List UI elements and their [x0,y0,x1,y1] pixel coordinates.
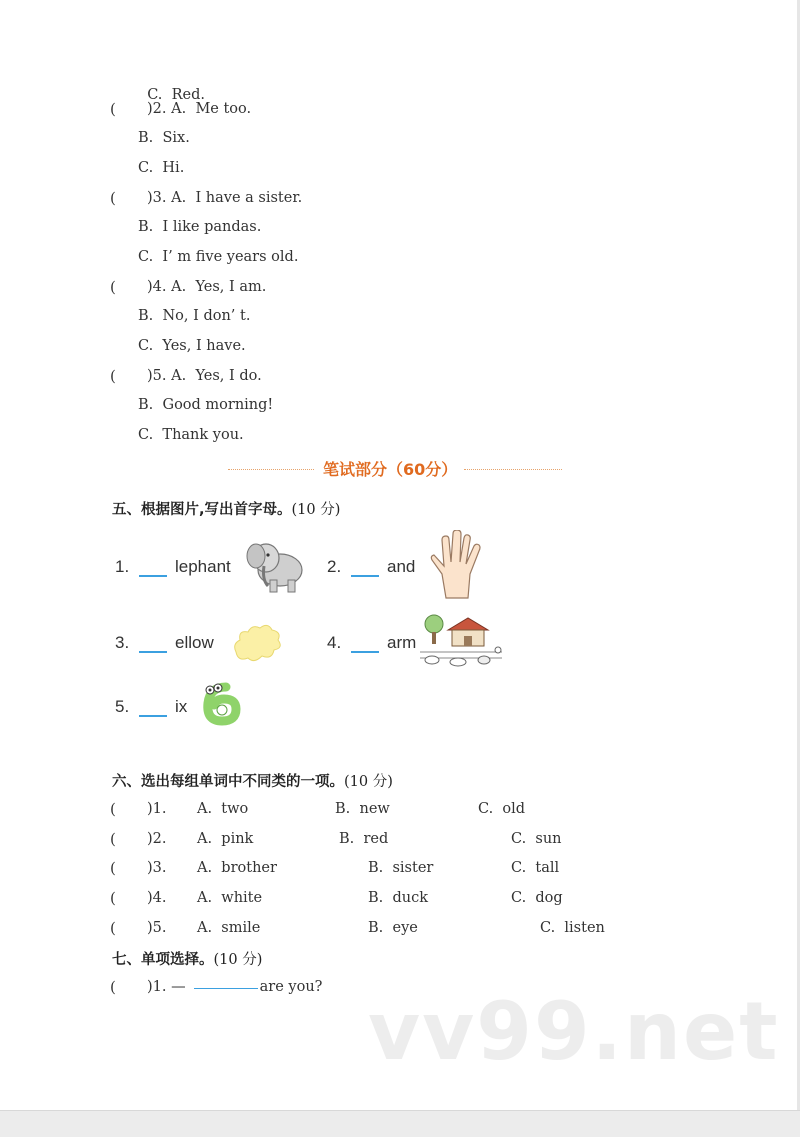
farm-icon [418,612,504,670]
question-number: )4. [147,890,167,906]
section-7-question-1: )1. — are you? [147,979,323,995]
option-a: A. brother [197,860,277,876]
question-number: )2. [147,831,167,847]
option-c: C. tall [511,860,560,876]
option-b: B. No, I don’ t. [138,308,251,324]
option-c: C. sun [511,831,562,847]
answer-blank[interactable] [351,575,379,577]
question-number: )2. A. Me too. [147,101,252,117]
option-c: C. dog [511,890,563,906]
section-5-title: 五、根据图片,写出首字母。(10 分) [112,502,341,518]
answer-blank[interactable] [351,651,379,653]
option-c: C. I’ m five years old. [138,249,299,265]
banner-divider-right [464,469,562,470]
answer-paren-open: ( [110,800,116,818]
elephant-icon [244,536,310,596]
question-number: )3. A. I have a sister. [147,190,303,206]
section-7-title: 七、单项选择。(10 分) [112,952,263,968]
option-b: B. red [339,831,389,847]
answer-paren-open: ( [110,189,116,207]
section-6-title: 六、选出每组单词中不同类的一项。(10 分) [112,774,393,790]
number-six-icon [196,681,244,727]
hand-icon [428,530,488,602]
banner-divider-left [228,469,314,470]
question-number: )5. [147,920,167,936]
option-c: C. Hi. [138,160,185,176]
option-a: A. white [197,890,263,906]
answer-paren-open: ( [110,978,116,996]
option-c: C. old [478,801,526,817]
option-a: A. two [197,801,249,817]
answer-paren-open: ( [110,919,116,937]
question-number: )4. A. Yes, I am. [147,279,267,295]
question-number: )1. [147,801,167,817]
answer-blank[interactable] [139,651,167,653]
yellow-splash-icon [230,622,284,664]
answer-paren-open: ( [110,889,116,907]
question-number: )5. A. Yes, I do. [147,368,262,384]
answer-blank[interactable] [139,575,167,577]
answer-paren-open: ( [110,100,116,118]
answer-blank[interactable] [194,988,258,989]
banner-title: 笔试部分（60分） [323,460,458,479]
footer-band [0,1110,800,1137]
answer-blank[interactable] [139,715,167,717]
option-c: C. listen [540,920,605,936]
option-b: B. Good morning! [138,397,274,413]
answer-paren-open: ( [110,859,116,877]
answer-paren-open: ( [110,830,116,848]
q1-option-c: C. Red. [147,87,206,103]
answer-paren-open: ( [110,367,116,385]
option-a: A. pink [197,831,254,847]
option-b: B. sister [368,860,434,876]
option-b: B. eye [368,920,418,936]
question-number: )3. [147,860,167,876]
option-b: B. Six. [138,130,190,146]
option-a: A. smile [197,920,261,936]
option-b: B. I like pandas. [138,219,262,235]
option-b: B. duck [368,890,429,906]
written-section-banner [228,455,562,483]
watermark: vv99.net [368,985,780,1078]
option-b: B. new [335,801,390,817]
answer-paren-open: ( [110,278,116,296]
option-c: C. Thank you. [138,427,244,443]
option-c: C. Yes, I have. [138,338,246,354]
